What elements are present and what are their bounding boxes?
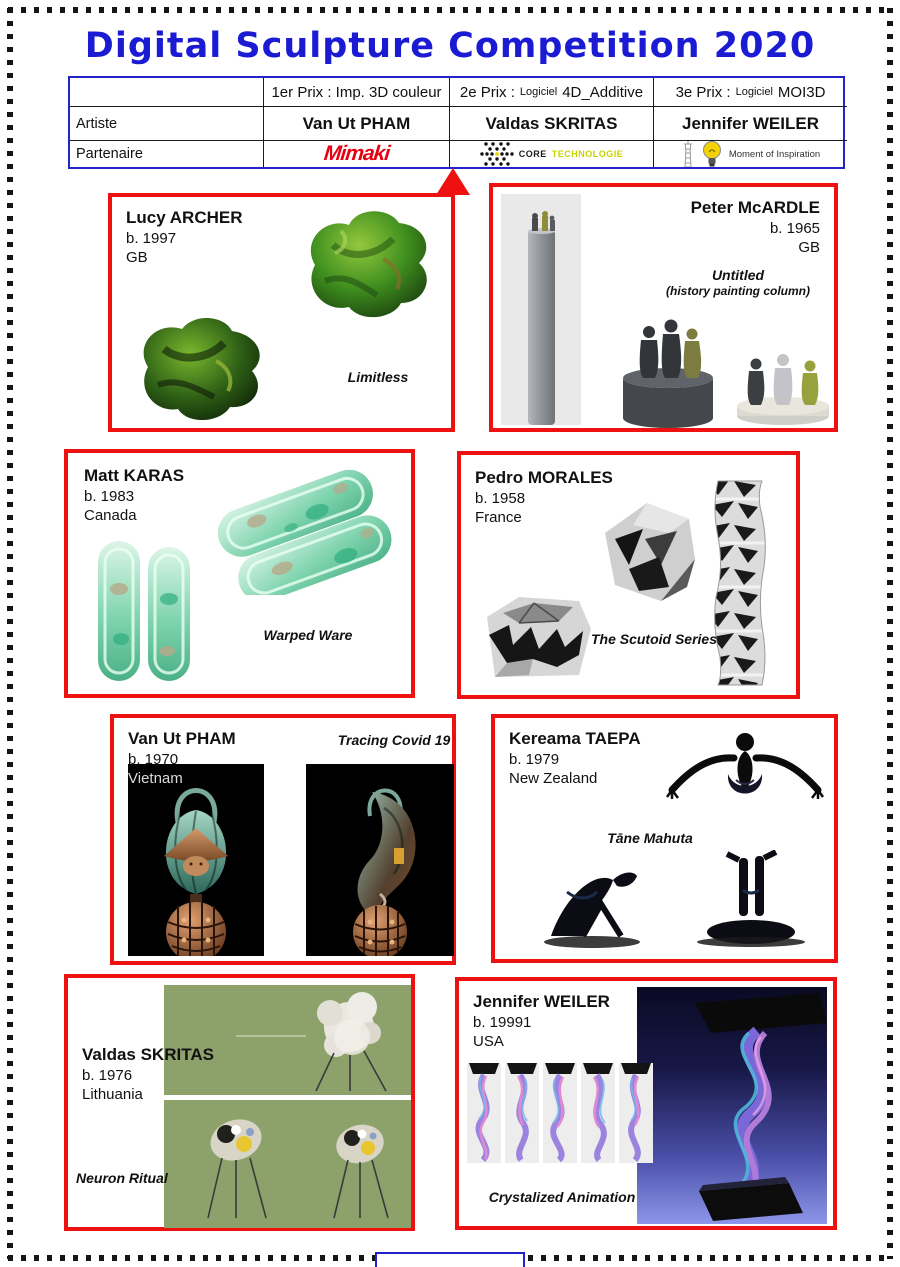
partner-coretechnologie: [450, 141, 654, 167]
artist-country: New Zealand: [509, 769, 598, 787]
artist-card-van-ut-pham: [110, 714, 456, 965]
warped-ware-image-1: [196, 467, 408, 595]
prize-1-header: [264, 78, 450, 107]
technologie-logo-text: TECHNOLOGIE: [551, 149, 624, 159]
crystalized-animation-frame-4: [581, 1063, 615, 1163]
work-title: Warped Ware: [263, 627, 353, 643]
tane-mahuta-figure-arms: [664, 730, 826, 818]
artist-country: Lithuania: [82, 1085, 143, 1103]
core-dots-icon: [480, 141, 514, 167]
artist-born: b. 1958: [475, 489, 526, 507]
artist-country: Vietnam: [128, 769, 183, 787]
lantern-sculpture-side: [306, 764, 454, 956]
artist-card-pedro-morales: [457, 451, 800, 699]
partenaire-row-label: Partenaire: [70, 141, 264, 167]
prize-3-header: [654, 78, 847, 107]
spiral-sculpture-image: [637, 987, 827, 1224]
artist-name: Matt KARAS: [84, 466, 185, 485]
dotted-border-left: [7, 8, 13, 1259]
artist-name: Lucy ARCHER: [126, 208, 243, 227]
limitless-sculpture-image-1: [285, 203, 441, 325]
work-title: Limitless: [347, 369, 409, 385]
crystalized-animation-frame-5: [619, 1063, 653, 1163]
artist-born: b. 1997: [126, 229, 177, 247]
lantern-sculpture-front: [128, 764, 264, 956]
scutoid-pot-image: [479, 587, 597, 685]
artist-country: Canada: [84, 506, 137, 524]
limitless-sculpture-image-2: [120, 309, 282, 427]
artist-name: Van Ut PHAM: [128, 729, 236, 748]
work-title: The Scutoid Series: [590, 631, 718, 647]
figures-sculpture-image: [593, 282, 831, 428]
winner-1: Van Ut PHAM: [264, 107, 450, 141]
partner-moi: [654, 141, 847, 167]
prize-1-label: 1er Prix : Imp. 3D couleur: [271, 83, 442, 101]
artist-country: France: [475, 508, 522, 526]
scutoid-rock-image: [599, 499, 699, 605]
core-logo-text: CORE: [518, 149, 547, 159]
artist-country: GB: [126, 248, 148, 266]
tane-mahuta-figure-legs: [691, 850, 813, 950]
artist-born: b. 1983: [84, 487, 135, 505]
scutoid-column-image: [704, 477, 776, 689]
artist-card-matt-karas: [64, 449, 415, 698]
prize-table-corner-cell: [70, 78, 264, 107]
work-title-sub: (history painting column): [666, 283, 810, 298]
artist-card-valdas-skritas: [64, 974, 415, 1231]
lighthouse-icon: [681, 141, 695, 167]
artist-name: Peter McARDLE: [690, 198, 820, 217]
neuron-ritual-image-2: [164, 1100, 411, 1228]
lightbulb-icon: [701, 141, 723, 167]
artist-name: Pedro MORALES: [475, 468, 613, 487]
artist-card-peter-mcardle: [489, 183, 838, 432]
work-title: Tāne Mahuta: [607, 830, 693, 846]
artist-name: Kereama TAEPA: [509, 729, 641, 748]
prize-2-prefix: 2e Prix :: [459, 83, 515, 101]
tane-mahuta-figure-bend: [537, 852, 671, 950]
artist-born: b. 1965: [769, 219, 820, 237]
crystalized-animation-frame-1: [467, 1063, 501, 1163]
crystalized-animation-main-image: [637, 987, 827, 1224]
artist-born: b. 19991: [473, 1013, 532, 1031]
artiste-row-label: Artiste: [70, 107, 264, 141]
winner-3: Jennifer WEILER: [654, 107, 847, 141]
next-page-preview: [375, 1252, 525, 1267]
winner-2: Valdas SKRITAS: [450, 107, 654, 141]
crystalized-animation-frame-3: [543, 1063, 577, 1163]
artist-country: GB: [798, 238, 820, 256]
warped-ware-image-2: [86, 529, 204, 691]
artist-born: b. 1976: [82, 1066, 133, 1084]
work-title: Crystalized Animation: [488, 1189, 636, 1205]
mimaki-logo: Mimaki: [322, 142, 391, 165]
prize-3-name: MOI3D: [777, 83, 826, 101]
artist-born: b. 1979: [509, 750, 560, 768]
mech-figures-image: [164, 1100, 411, 1228]
dotted-border-top: [8, 7, 892, 13]
tracing-covid-image-1: [128, 764, 264, 956]
prize-2-header: [450, 78, 654, 107]
work-title: Tracing Covid 19: [337, 732, 451, 748]
prize-3-prefix: 3e Prix :: [675, 83, 731, 101]
prize-table: [68, 76, 845, 169]
dotted-border-right: [887, 8, 893, 1259]
artist-card-jennifer-weiler: [455, 977, 837, 1230]
tracing-covid-image-2: [306, 764, 454, 956]
artist-card-kereama-taepa: [491, 714, 838, 963]
work-title: Neuron Ritual: [76, 1170, 168, 1186]
artist-name: Valdas SKRITAS: [82, 1045, 214, 1064]
column-sculpture-image: [501, 194, 581, 425]
partner-mimaki: [264, 141, 450, 167]
prize-3-small: Logiciel: [735, 86, 773, 98]
winner-arrow-icon: [436, 168, 470, 195]
page-title: Digital Sculpture Competition 2020: [84, 26, 816, 66]
prize-2-small: Logiciel: [519, 86, 558, 98]
artist-card-lucy-archer: [108, 193, 455, 432]
work-title-main: Untitled: [711, 267, 765, 283]
moi-logo-text: Moment of Inspiration: [728, 148, 821, 160]
artist-born: b. 1970: [128, 750, 179, 768]
artist-country: USA: [473, 1032, 504, 1050]
crystalized-animation-frame-2: [505, 1063, 539, 1163]
prize-2-name: 4D_Additive: [562, 83, 644, 101]
artist-name: Jennifer WEILER: [473, 992, 610, 1011]
